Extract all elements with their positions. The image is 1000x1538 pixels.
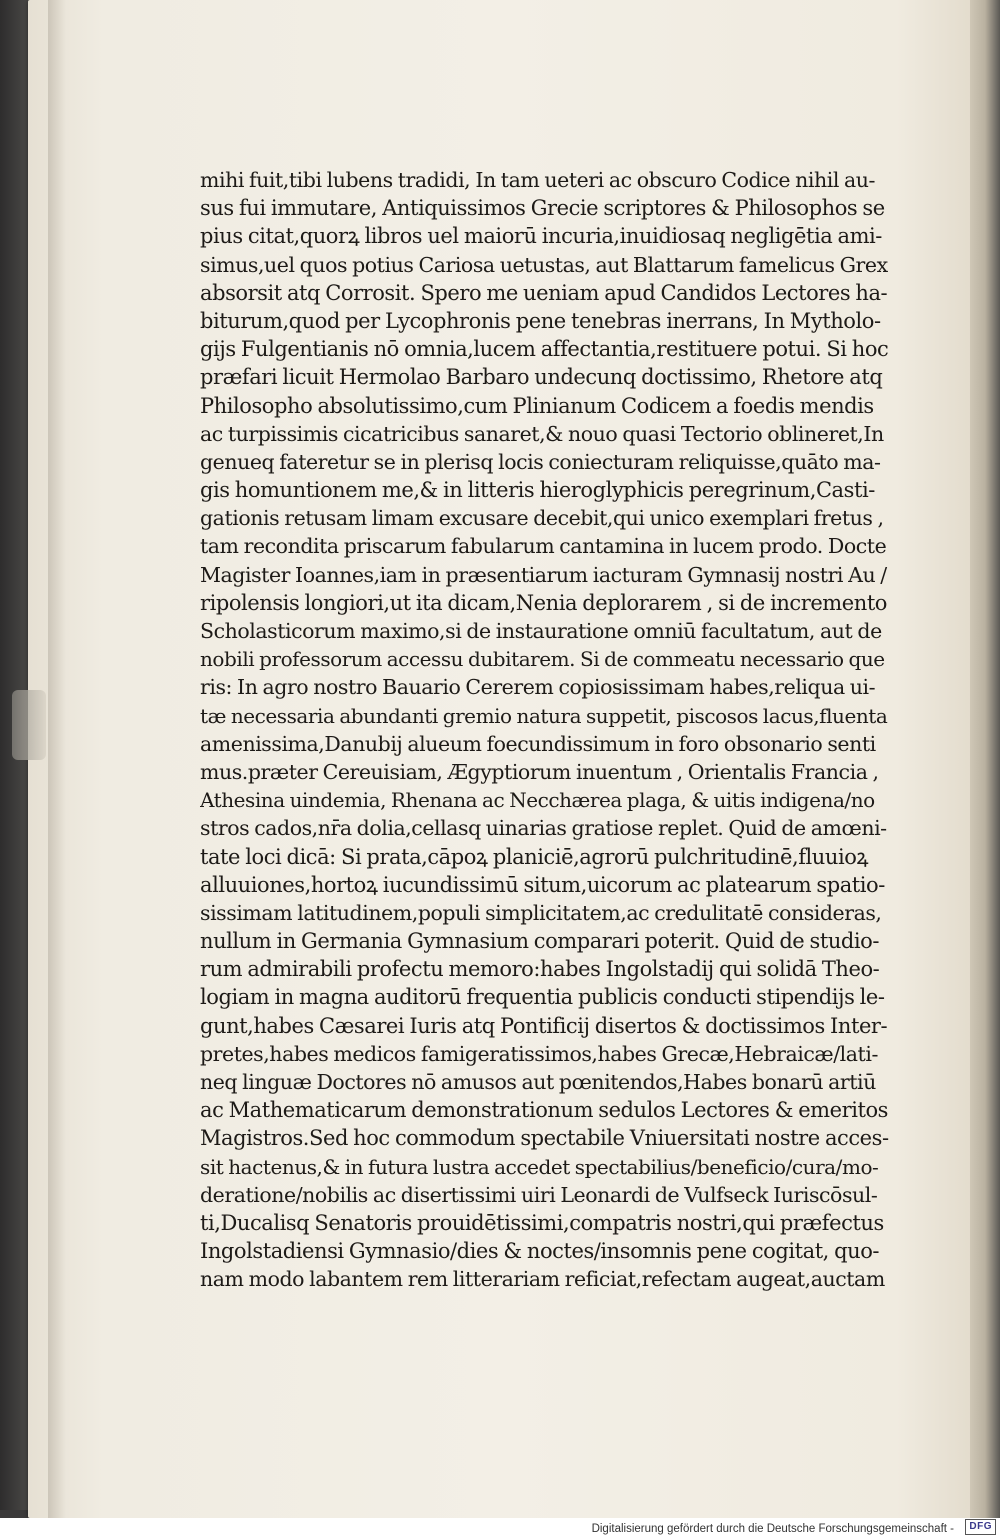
text-line: mihi fuit,tibi lubens tradidi, In tam ueteri ac obscuro Codice nihil au- [200,168,876,192]
text-line: ac Mathematicarum demonstrationum sedulos Lectores & emeritos [200,1098,888,1123]
text-line: pius citat,quorꝝ libros uel maiorū incuria,inuidiosaq negligētia ami- [200,224,882,249]
text-line: gunt,habes Cæsarei Iuris atq Pontificij disertos & doctissimos Inter- [200,1013,888,1038]
text-line: sit hactenus,& in futura lustra accedet spectabilius/beneficio/cura/mo- [200,1154,879,1179]
text-line: Ingolstadiensi Gymnasio/dies & noctes/insomnis pene cogitat, quo- [200,1239,880,1264]
text-line: tam recondita priscarum fabularum cantamina in lucem prodo. Docte [200,534,887,559]
page-clip [12,690,46,760]
body-text [200,166,890,1294]
text-line: pretes,habes medicos famigeratissimos,habes Grecæ,Hebraicæ/lati- [200,1041,878,1066]
digitization-footer [0,1518,1000,1538]
text-line: logiam in magna auditorū frequentia publicis conducti stipendijs le- [200,985,885,1010]
dfg-logo-icon: DFG [965,1519,996,1535]
text-line: gijs Fulgentianis nō omnia,lucem affectantia,restituere potui. Si hoc [200,337,889,362]
text-line: stros cados,nr̄a dolia,cellasq uinarias gratiose replet. Quid de amœni- [200,816,887,841]
text-line: ti,Ducalisq Senatoris prouidētissimi,compatris nostri,qui præfectus [200,1210,884,1235]
page-stack-edge [970,0,1000,1518]
text-line: amenissima,Danubij alueum foecundissimum in foro obsonario senti [200,731,876,756]
text-line: nobili professorum accessu dubitarem. Si de commeatu necessario que [200,647,885,672]
text-line: sus fui immutare, Antiquissimos Grecie scriptores & Philosophos se [200,196,885,221]
text-line: Magister Ioannes,iam in præsentiarum iacturam Gymnasij nostri Au / [200,562,887,587]
funding-credit: Digitalisierung gefördert durch die Deutsche Forschungsgemeinschaft - [591,1523,954,1535]
text-line: gis homuntionem me,& in litteris hieroglyphicis peregrinum,Casti- [200,478,875,503]
text-line: genueq fateretur se in plerisq locis coniecturam reliquisse,quāto ma- [200,449,881,474]
text-line: tate loci dicā: Si prata,cāpoꝝ planiciē,agrorū pulchritudinē,fluuioꝝ [200,844,869,869]
text-line: nam modo labantem rem litterariam reficiat,refectam augeat,auctam [200,1267,885,1292]
text-line: Magistros.Sed hoc commodum spectabile Vniuersitati nostre acces- [200,1126,889,1151]
text-line: gationis retusam limam excusare decebit,qui unico exemplari fretus , [200,506,884,531]
text-line: Athesina uindemia, Rhenana ac Necchærea plaga, & uitis indigena/no [200,788,875,813]
text-line: mus.præter Cereuisiam, Ægyptiorum inuentum , Orientalis Francia , [200,759,879,784]
text-line: biturum,quod per Lycophronis pene tenebras inerrans, In Mytholo- [200,308,881,333]
text-line: ris: In agro nostro Bauario Cererem copiosissimam habes,reliqua ui- [200,675,876,700]
text-line: ac turpissimis cicatricibus sanaret,& nouo quasi Tectorio oblineret,In [200,421,884,446]
text-line: Philosopho absolutissimo,cum Plinianum Codicem a foedis mendis [200,393,874,418]
text-line: absorsit atq Corrosit. Spero me ueniam apud Candidos Lectores ha- [200,280,888,305]
text-line: alluuiones,hortoꝝ iucundissimū situm,uicorum ac platearum spatio- [200,872,885,897]
text-line: sissimam latitudinem,populi simplicitatem,ac credulitatē consideras, [200,900,882,925]
page-gutter-shadow [48,0,66,1518]
text-line: ripolensis longiori,ut ita dicam,Nenia deplorarem , si de incremento [200,590,887,615]
text-line: simus,uel quos potius Cariosa uetustas, aut Blattarum famelicus Grex [200,252,888,277]
text-line: nullum in Germania Gymnasium comparari poterit. Quid de studio- [200,929,880,954]
text-line: præfari licuit Hermolao Barbaro undecunq doctissimo, Rhetore atq [200,365,883,390]
text-line: tæ necessaria abundanti gremio natura suppetit, piscosos lacus,fluenta [200,703,888,728]
text-line: rum admirabili profectu memoro:habes Ingolstadij qui solidā Theo- [200,957,880,982]
text-line: deratione/nobilis ac disertissimi uiri Leonardi de Vulfseck Iuriscōsul- [200,1182,878,1207]
text-line: Scholasticorum maximo,si de instauratione omniū facultatum, aut de [200,619,882,643]
text-line: neq linguæ Doctores nō amusos aut pœnitendos,Habes bonarū artiū [200,1070,876,1094]
